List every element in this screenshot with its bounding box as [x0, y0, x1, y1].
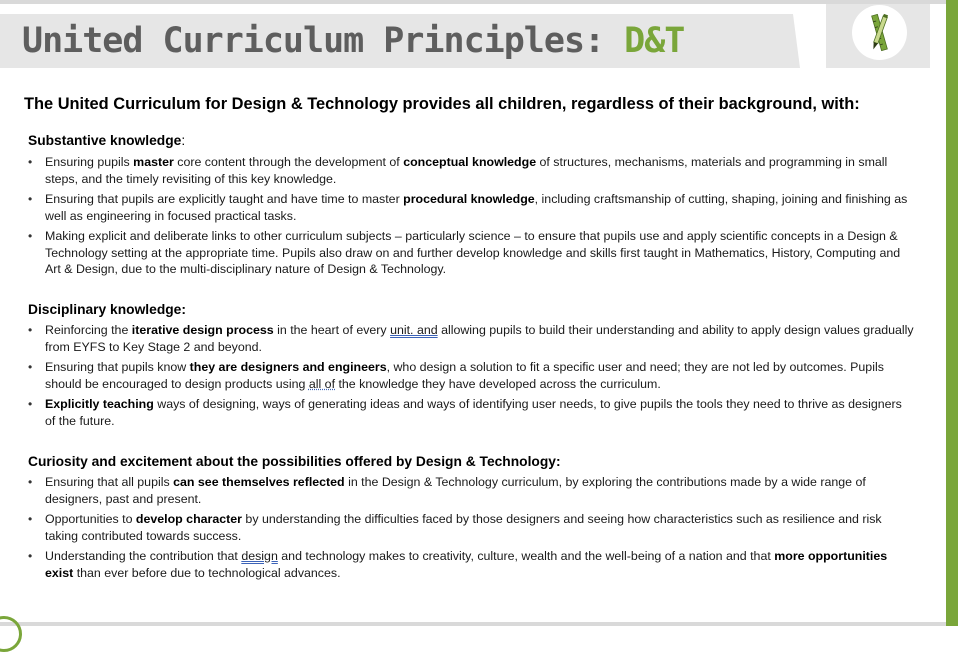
curiosity-heading-text: Curiosity and excitement about the possibilities offered by Design & Technology: — [28, 454, 561, 469]
disciplinary-heading-text: Disciplinary knowledge: — [28, 302, 186, 317]
list-item — [28, 396, 914, 429]
item-emphasis: develop character — [135, 512, 242, 526]
list-item — [28, 191, 914, 224]
item-text: Ensuring that pupils know — [45, 360, 190, 374]
item-text: Ensuring pupils — [45, 155, 134, 169]
top-border — [0, 0, 946, 4]
page-title-accent: D&T — [624, 21, 685, 61]
disciplinary-list — [28, 322, 914, 433]
item-text: allowing pupils to build their understanding and ability to apply design values gradually from EYFS to Key Stage 2 and beyond. — [45, 323, 914, 354]
substantive-list — [28, 154, 914, 282]
item-text: the knowledge they have developed across the curriculum. — [335, 376, 661, 391]
item-text: in the heart of every — [273, 323, 391, 337]
curiosity-list — [28, 474, 914, 585]
item-text: than ever before due to technological advances. — [73, 565, 341, 580]
item-emphasis: conceptual knowledge — [403, 155, 537, 169]
substantive-heading — [28, 132, 185, 150]
spellcheck-flag: unit. and — [390, 323, 438, 337]
page-title — [22, 16, 684, 66]
page-title-main: United Curriculum Principles: — [22, 21, 625, 61]
item-text: Ensuring that all pupils — [45, 475, 174, 489]
item-emphasis: Explicitly teaching — [45, 397, 154, 411]
spellcheck-flag: design — [241, 549, 278, 563]
item-text: Reinforcing the — [45, 323, 132, 337]
ruler-pencil-logo-icon — [852, 5, 907, 60]
item-emphasis: iterative design process — [131, 323, 274, 337]
item-text: Ensuring that pupils are explicitly taught and have time to master — [45, 192, 404, 206]
bottom-border — [0, 622, 946, 626]
list-item — [28, 359, 914, 392]
list-item — [28, 548, 914, 581]
item-emphasis: more opportunities exist — [45, 549, 888, 580]
item-text: ways of designing, ways of generating ideas and ways of identifying user needs, to give pupils the tools they need to thrive as designers of the future. — [45, 397, 902, 428]
item-text: and technology makes to creativity, culture, wealth and the well-being of a nation and that — [277, 549, 775, 563]
item-text: Making explicit and deliberate links to other curriculum subjects – particularly science – to ensure that pupils use and apply scientific concepts in a Design & Technology setting at the appropriate time. Pupils also draw on and further develop knowledge and skills first taught in Mathematics, History, Computing and Art & Design, due to the multi-disciplinary nature of Design & Technology. — [45, 229, 901, 276]
substantive-heading-colon: : — [181, 133, 186, 148]
item-emphasis: they are designers and engineers — [189, 360, 387, 374]
curiosity-heading — [28, 453, 561, 471]
intro-statement: The United Curriculum for Design & Technology provides all children, regardless of their background, with: — [24, 95, 860, 113]
disciplinary-heading — [28, 301, 186, 319]
right-accent-bar — [946, 0, 958, 626]
item-emphasis: can see themselves reflected — [173, 475, 345, 489]
spellcheck-flag: all of — [308, 376, 336, 391]
item-text: , including craftsmanship of cutting, shaping, joining and finishing as well as engineering in focused practical tasks. — [45, 192, 908, 223]
item-text: in the Design & Technology curriculum, by exploring the contributions made by a wide range of designers, past and present. — [45, 475, 866, 506]
list-item — [28, 474, 914, 507]
list-item — [28, 154, 914, 187]
list-item — [28, 322, 914, 355]
item-emphasis: master — [133, 155, 174, 169]
list-item — [28, 511, 914, 544]
substantive-heading-text: Substantive knowledge — [28, 133, 182, 148]
item-text: by understanding the difficulties faced by those designers and seeing how characteristics such as resilience and risk taking contributed towards success. — [45, 512, 882, 543]
item-text: Opportunities to — [45, 512, 136, 526]
item-text: , who design a solution to fit a specific user and need; they are not led by outcomes. Pupils should be encouraged to design products using — [45, 360, 884, 391]
list-item — [28, 228, 914, 278]
item-text: Understanding the contribution that — [45, 549, 242, 563]
item-emphasis: procedural knowledge — [403, 192, 535, 206]
item-text: of structures, mechanisms, materials and programming in small steps, and the timely revisiting of this key knowledge. — [45, 155, 888, 186]
item-text: core content through the development of — [173, 155, 404, 169]
